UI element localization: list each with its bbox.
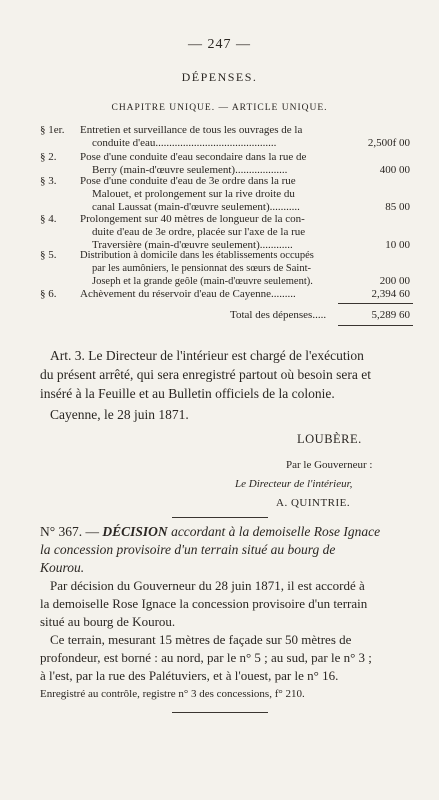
item-text (80, 175, 355, 215)
decision-number: N° 367. — (40, 524, 100, 539)
decision-heading (40, 523, 420, 577)
item-line: Entretien et surveillance de tous les ouvrages de la (80, 124, 303, 136)
end-rule (172, 712, 268, 713)
item-amount: 2,394 60 (371, 288, 410, 300)
item-amount: 200 00 (379, 275, 410, 287)
item-line: Pose d'une conduite d'eau secondaire dans la rue de (80, 151, 307, 163)
item-mark: § 3. (40, 175, 57, 187)
signatory: LOUBÈRE. (297, 432, 362, 446)
item-mark: § 2. (40, 151, 57, 163)
article-line: Art. 3. Le Directeur de l'intérieur est chargé de l'exécution (50, 348, 364, 363)
decision-line: la concession provisoire d'un terrain situé au bourg de (40, 542, 336, 557)
body-line: situé au bourg de Kourou. (40, 614, 176, 629)
item-amount: 2,500f 00 (367, 137, 410, 149)
item-line: canal Laussat (main-d'œuvre seulement)........... (92, 201, 300, 214)
item-amount: 400 00 (379, 164, 410, 176)
item-line: Prolongement sur 40 mètres de longueur de la con- (80, 213, 305, 225)
decision-line: Kourou. (40, 560, 85, 575)
decision-title: DÉCISION (102, 524, 168, 539)
item-text (80, 213, 355, 253)
section-title: DÉPENSES. (181, 70, 258, 84)
item-line: Achèvement du réservoir d'eau de Cayenne......... (80, 288, 296, 300)
body-line: profondeur, est borné : au nord, par le n° 5 ; au sud, par le n° 3 ; (40, 650, 372, 665)
item-line: duite d'eau de 3e ordre, placée sur l'axe de la rue (92, 226, 306, 239)
item-line: Malouet, et prolongement sur la rive droite du (92, 188, 295, 201)
item-mark: § 1er. (40, 124, 65, 136)
body-line: à l'est, par la rue des Palétuviers, et à l'ouest, par le n° 16. (40, 668, 339, 683)
item-mark: § 4. (40, 213, 57, 225)
registration-note: Enregistré au contrôle, registre n° 3 des concessions, f° 210. (40, 688, 305, 700)
decision-body (40, 577, 420, 685)
item-line: par les aumôniers, le pensionnat des sœurs de Saint- (92, 263, 311, 275)
item-line: Distribution à domicile dans les établissements occupés (80, 250, 314, 261)
article-line: inséré à la Feuille et au Bulletin officiels de la colonie. (40, 386, 335, 401)
total-label: Total des dépenses..... (230, 309, 327, 321)
chapter-heading: CHAPITRE UNIQUE. — ARTICLE UNIQUE. (111, 103, 328, 113)
director-name: A. QUINTRIE. (276, 497, 351, 509)
article-line: du présent arrêté, qui sera enregistré partout où besoin sera et (40, 367, 371, 382)
item-mark: § 5. (40, 249, 57, 261)
item-text (80, 249, 355, 289)
item-amount: 10 00 (385, 239, 410, 251)
item-text (80, 151, 355, 177)
for-governor: Par le Gouverneur : (286, 459, 373, 471)
separator-rule (172, 517, 268, 518)
item-text (80, 288, 355, 301)
body-line: Par décision du Gouverneur du 28 juin 1871, il est accordé à (50, 578, 365, 593)
total-amount: 5,289 60 (371, 309, 410, 321)
total-rule (338, 303, 413, 304)
decision-line: accordant à la demoiselle Rose Ignace (171, 524, 381, 539)
article-paragraph (40, 346, 420, 403)
body-line: la demoiselle Rose Ignace la concession provisoire d'un terrain (40, 596, 368, 611)
total-underline (338, 325, 413, 326)
item-line: Berry (main-d'œuvre seulement)................... (92, 164, 288, 177)
item-line: conduite d'eau............................................ (92, 137, 277, 150)
page-number: — 247 — (188, 37, 251, 52)
director-title: Le Directeur de l'intérieur, (235, 478, 353, 490)
item-line: Traversière (main-d'œuvre seulement)............ (92, 239, 293, 252)
place-date: Cayenne, le 28 juin 1871. (50, 407, 189, 422)
body-line: Ce terrain, mesurant 15 mètres de façade sur 50 mètres de (50, 632, 352, 647)
item-line: Pose d'une conduite d'eau de 3e ordre dans la rue (80, 175, 296, 187)
item-mark: § 6. (40, 288, 57, 300)
item-text (80, 124, 355, 150)
item-amount: 85 00 (385, 201, 410, 213)
item-line: Joseph et la grande geôle (main-d'œuvre seulement). (92, 276, 313, 288)
